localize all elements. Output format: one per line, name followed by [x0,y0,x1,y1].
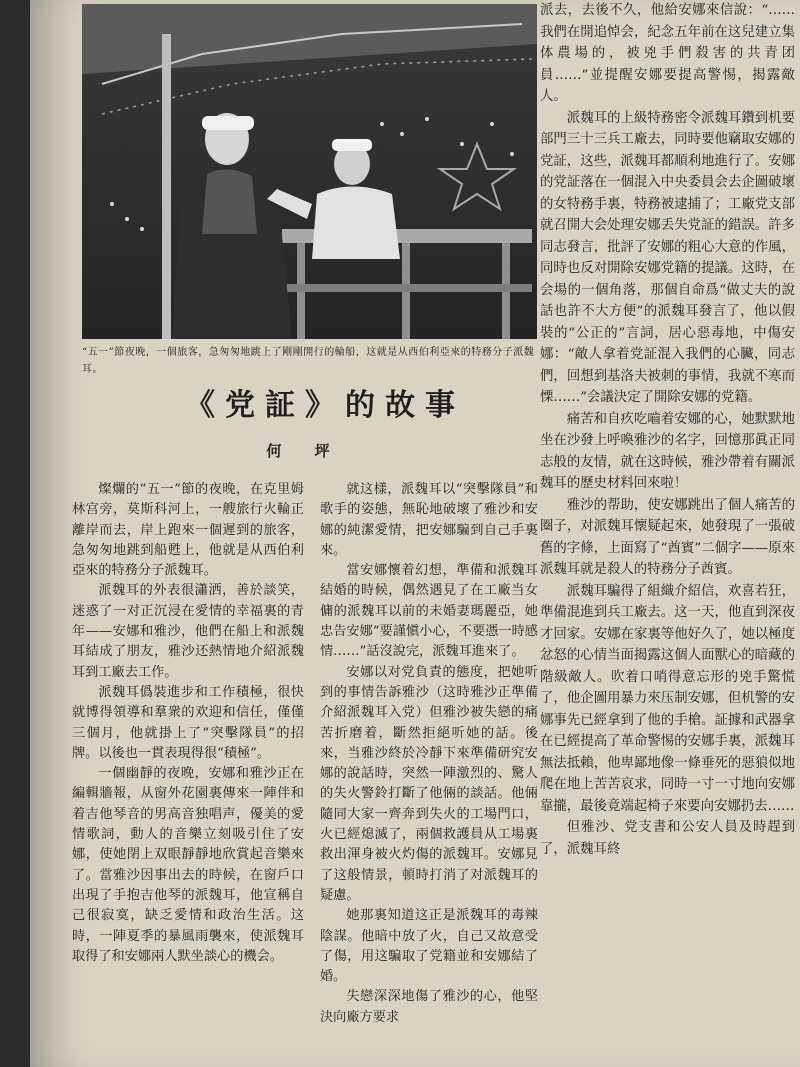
film-still-photo [82,4,537,339]
paragraph: 痛苦和自疚吃嚙着安娜的心，她默默地坐在沙發上呼喚雅沙的名字，回憶那眞正同志般的友情，就在这時候，雅沙帶着有關派魏耳的歷史材料回來啦！ [540,411,795,491]
magazine-page [30,0,800,1067]
paragraph: 派魏耳騙得了組織介紹信，欢喜若狂，準備混進到兵工廠去。这一天，他直到深夜才回家。安娜在家裏等他好久了，她以極度忿怒的心情当面揭露这個人面獸心的暗藏的階級敵人。吹着口哨得意忘形的兇手驚慌了，他企圖用暴力來压制安娜，但机警的安娜事先已經拿到了他的手槍。証據和武器拿在已經提高了革命警惕的安娜手裏，派魏耳無法抵賴，他卑鄙地像一條垂死的惡狼似地爬在地上苦苦哀求，同時一寸一寸地向安娜靠攏，最後竟端起椅子來要向安娜扔去…… [540,583,795,814]
text-column-3 [540,0,795,860]
paragraph: 一個幽靜的夜晚，安娜和雅沙正在編輯牆報，从窗外花園裏傳來一陣伴和着吉他琴音的男高音独唱声，優美的愛情歌詞，動人的音樂立刻吸引住了安娜，使她閉上双眼靜靜地欣賞起音樂來了。當雅沙因事出去的時候，在窗戶口出現了手抱吉他琴的派魏耳，他宣稱自己很寂寞，缺乏愛情和政治生活。这時，一陣夏季的暴風雨襲來，使派魏耳取得了和安娜兩人默坐談心的機会。 [72,766,304,964]
article-title: 《党証》的故事 [185,388,465,423]
paragraph: 她那裏知道这正是派魏耳的毒辣陰謀。他暗中放了火，自己又故意受了傷，用这騙取了党籍並和安娜結了婚。 [320,908,538,985]
paragraph: 雅沙的帮助，使安娜跳出了個人痛苦的圈子，对派魏耳懷疑起來，她發現了一張破舊的字條，上面寫了“酋賓”二個字——原來派魏耳就是殺人的特務分子酋賓。 [540,497,795,577]
paragraph: 燦爛的“五一”節的夜晚，在克里姆林宫旁，莫斯科河上，一艘旅行火輪正離岸而去，岸上跑來一個遲到的旅客，急匆匆地跳到船甦上，他就是从西伯利亞來的特務分子派魏耳。 [72,482,304,579]
paragraph: 安娜以对党負責的態度，把她听到的事情告訴雅沙（这時雅沙正準備介紹派魏耳入党）但雅沙被失戀的痛苦折磨着，斷然拒絕听她的話。後來，当雅沙終於冷靜下來準備研究安娜的說話時，突然一陣激烈的、驚人的失火警鈴打斷了他倆的談話。他倆隨同大家一齊奔到失火的工場門口，火已經熄滅了，兩個救護員从工場裏救出渾身被火灼傷的派魏耳。安娜見了这般情景，頓時打消了对派魏耳的疑慮。 [320,664,538,903]
photo-caption: “五一”節夜晚，一個旅客，急匆匆地跳上了剛剛開行的輪船，这就是从西伯利亞來的特務分子派魏耳。 [82,347,535,375]
article-author: 何 坪 [266,442,344,460]
paragraph: 失戀深深地傷了雅沙的心，他堅決向廠方要求 [320,989,538,1025]
paragraph: 派魏耳的上級特務密令派魏耳鑽到机要部門三十三兵工廠去，同時要他竊取安娜的党証，这些，派魏耳都順利地進行了。安娜的党証落在一個混入中央委員会去企圖破壞的女特務手裏，特務被逮捕了；工廠党支部就召開大会处理安娜丢失党証的錯誤。許多同志發言，批評了安娜的粗心大意的作風，同時也反对開除安娜党籍的提議。这時，在会場的一個角落，那個自命爲“做丈夫的說話也許不大方便”的派魏耳發言了，他以假裝的“公正的”言詞，居心惡毒地，中傷安娜：“敵人拿着党証混入我們的心臟，同志們，回想到基洛夫被刺的事情，我就不寒而慄……”会議決定了開除安娜的党籍。 [540,110,795,405]
paragraph: 就这樣，派魏耳以“突擊隊員”和歌手的姿態，無恥地破壞了雅沙和安娜的純潔愛情，把安娜騙到自己手裏來。 [320,482,538,558]
text-column-2 [320,480,538,1028]
text-column-1 [72,480,304,967]
paragraph: 當安娜懷着幻想，準備和派魏耳結婚的時候，偶然遇見了在工廠当女傭的派魏耳以前的未婚妻瑪麗亞，她忠告安娜“要謹愼小心，不要憑一時感情……”話沒說完，派魏耳進來了。 [320,563,538,660]
film-still-image [82,4,537,339]
paragraph: 但雅沙、党支書和公安人員及時趕到了，派魏耳終 [540,820,795,857]
paragraph: 派魏耳的外表很瀟洒，善於談笑，迷惑了一对正沉浸在愛情的幸福裏的青年——安娜和雅沙，他們在船上和派魏耳結成了朋友，雅沙还熱情地介紹派魏耳到工廠去工作。 [72,583,304,680]
paragraph: 派魏耳僞裝進步和工作積極，很快就博得領導和羣衆的欢迎和信任，僅僅三個月，他就掛上了“突擊隊員”的招牌。以後也一貫表現得很“積極”。 [72,684,304,761]
paragraph: 派去，去後不久，他給安娜來信說：“……我們在開追悼会，紀念五年前在这兒建立集体農場的，被兇手們殺害的共青团員……”並提醒安娜要提高警惕，揭露敵人。 [540,3,795,104]
